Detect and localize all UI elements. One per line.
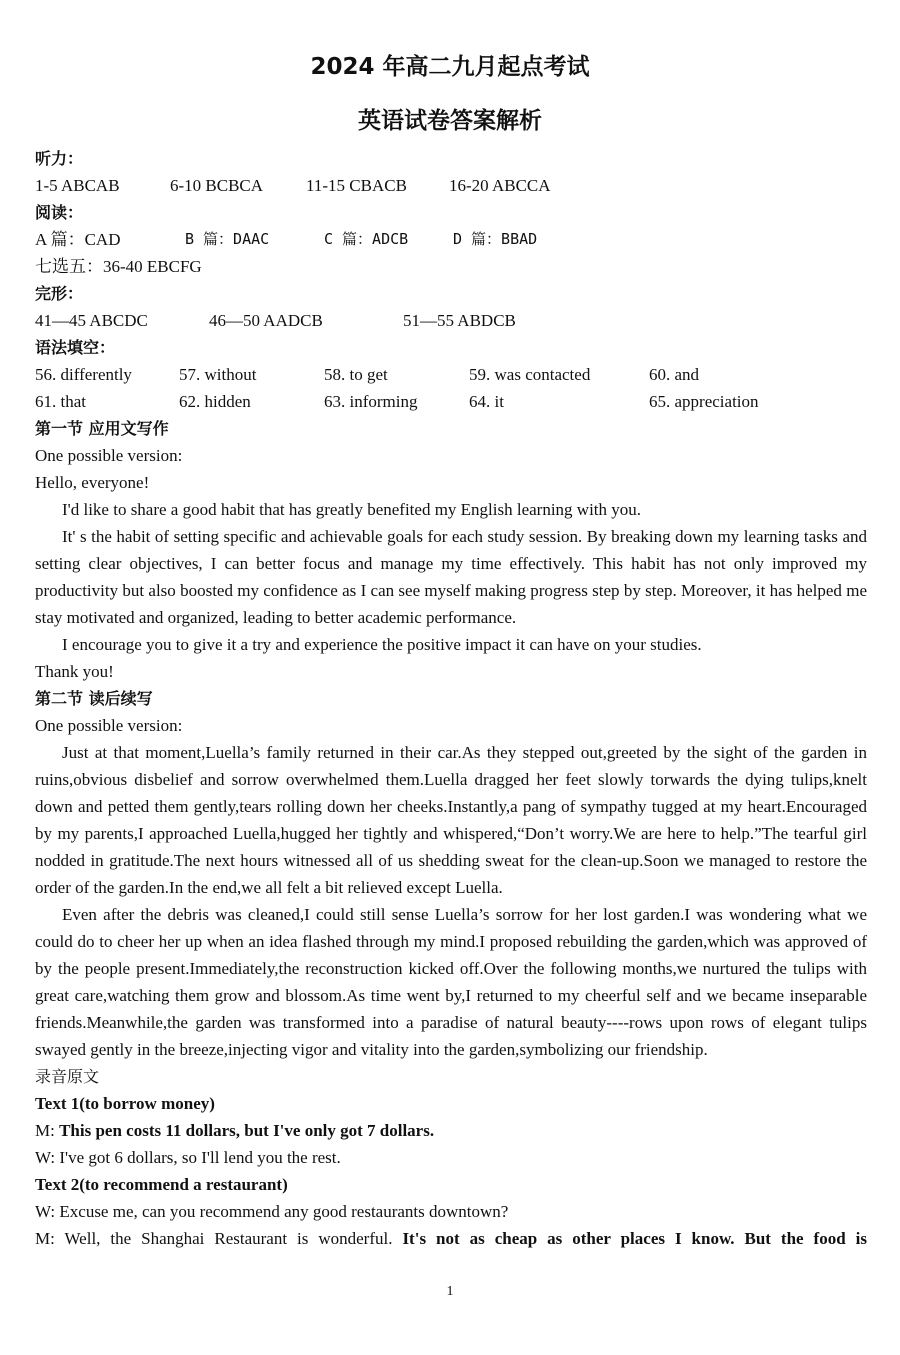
listening-label: 听力： [35,149,84,168]
cloze-label: 完形： [35,284,84,303]
section1-paragraph: It' s the habit of setting specific and achievable goals for each study session. By breaking down my learning tasks and setting clear objectives, I can better focus and manage my time effectively. This habit has not only improved my productivity but also boosted my confidence as I can see myself making progress step by step. Moreover, it has helped me stay motivated and organized, leading to better academic performance. [35,527,867,627]
text2-man-line [35,1225,867,1252]
cloze-answers [35,307,867,334]
reading-answer-c: C 篇：ADCB [324,230,409,248]
section1-heading: 第一节 应用文写作 [35,419,169,438]
listening-answer: 16-20 ABCCA [449,176,551,195]
page-number: 1 [446,1284,454,1299]
text1-man-line [35,1117,867,1144]
document-body [35,145,867,1252]
reading-answer-b: B 篇：DAAC [185,230,270,248]
reading-answer-a: A 篇：CAD [35,230,121,249]
grammar-answer: 63. informing [324,392,418,411]
listening-answer: 6-10 BCBCA [170,176,264,195]
grammar-answer: 65. appreciation [649,392,759,411]
section2-paragraph: Even after the debris was cleaned,I could still sense Luella’s sorrow for her lost garden.I was wondering what we could do to cheer her up when an idea flashed through my mind.I proposed rebuilding the garden,which was approved of by the people present.Immediately,the reconstruction kicked off.Over the following months,we nurtured the tulips with great care,watching them grow and blossom.As time went by,I returned to my cheerful self and we became inseparable friends.Meanwhile,the garden was transformed into a paradise of natural beauty----rows upon rows of elegant tulips swayed gently in the breeze,injecting vigor and vitality into the garden,symbolizing our friendship. [35,905,867,1059]
page-title: 2024 年高二九月起点考试 [310,54,590,80]
section2-paragraph: Just at that moment,Luella’s family returned in their car.As they stepped out,greeted by the sight of the garden in ruins,obvious disbelief and sorrow overwhelmed them.Luella dragged her feet slowly torwards the dying tulips,knelt down and petted them gently,tears rolling down her cheeks.Instantly,a pang of sympathy tugged at my heart.Encouraged by my parents,I approached Luella,hugged her tightly and whispered,“Don’t worry.We are here to help.”The tearful girl nodded in gratitude.The next hours witnessed all of us shedding sweat for the clean-up.Soon we managed to restore the order of the garden.In the end,we all felt a bit relieved except Luella. [35,743,867,897]
grammar-answer: 60. and [649,365,700,384]
cloze-answer: 41—45 ABCDC [35,311,148,330]
section2-intro: One possible version: [35,716,183,735]
grammar-answer: 57. without [179,365,257,384]
grammar-answer: 61. that [35,392,86,411]
reading-answers [35,226,867,253]
text2-woman-line: W: Excuse me, can you recommend any good restaurants downtown? [35,1202,509,1221]
section1-paragraph: I encourage you to give it a try and experience the positive impact it can have on your studies. [62,635,702,654]
cloze-answer: 51—55 ABDCB [403,311,516,330]
text2-man-speech: Well, the Shanghai Restaurant is wonderful. [64,1229,403,1248]
seven-choose-five: 七选五：36-40 EBCFG [35,257,202,276]
text1-man-speech: This pen costs 11 dollars, but I've only got 7 dollars. [59,1121,435,1140]
transcript-heading: 录音原文 [35,1067,100,1086]
grammar-label: 语法填空： [35,338,116,357]
text2-title: Text 2(to recommend a restaurant) [35,1175,288,1194]
section1-greeting: Hello, everyone! [35,473,150,492]
text1-title: Text 1(to borrow money) [35,1094,215,1113]
listening-answer: 11-15 CBACB [306,176,407,195]
cloze-answer: 46—50 AADCB [209,311,323,330]
page-subtitle: 英语试卷答案解析 [358,108,542,134]
grammar-row-2 [35,388,867,415]
grammar-answer: 56. differently [35,365,132,384]
cloze-label-line [35,280,867,307]
grammar-label-line [35,334,867,361]
reading-label: 阅读： [35,203,84,222]
grammar-answer: 59. was contacted [469,365,591,384]
grammar-answer: 64. it [469,392,504,411]
reading-answer-d: D 篇：BBAD [453,230,538,248]
grammar-answer: 62. hidden [179,392,251,411]
listening-answers [35,172,867,199]
speaker-label: M: [35,1229,65,1248]
reading-label-line [35,199,867,226]
section2-heading: 第二节 读后续写 [35,689,153,708]
grammar-answer: 58. to get [324,365,388,384]
section1-closing: Thank you! [35,662,114,681]
text2-man-speech-emphasis: It's not as cheap as other places I know. But the food is [402,1229,867,1248]
listening-label-line [35,145,867,172]
speaker-label: M: [35,1121,60,1140]
listening-answer: 1-5 ABCAB [35,176,120,195]
section1-intro: One possible version: [35,446,183,465]
text1-woman-line: W: I've got 6 dollars, so I'll lend you the rest. [35,1148,341,1167]
section1-paragraph: I'd like to share a good habit that has greatly benefited my English learning with you. [62,500,642,519]
grammar-row-1 [35,361,867,388]
